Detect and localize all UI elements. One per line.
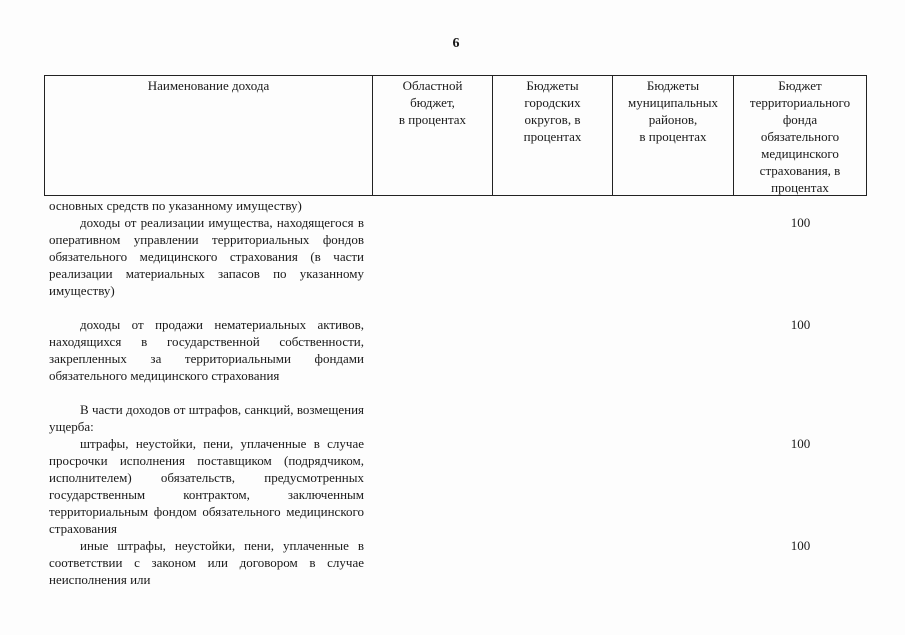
header-municipal-budgets <box>613 76 734 195</box>
header-line: обязательного <box>760 129 840 144</box>
header-line: страхования, в <box>759 163 841 178</box>
header-line: городских <box>524 95 581 110</box>
header-line: процентах <box>523 129 582 144</box>
header-line: районов, <box>648 112 698 127</box>
header-line: округов, в <box>524 112 581 127</box>
table-header <box>44 75 867 196</box>
header-line: территориального <box>749 95 851 110</box>
header-line: Областной <box>402 78 463 93</box>
income-name: иные штрафы, неустойки, пени, уплаченные в соответствии с законом или договором в случае неисполнения или <box>49 538 364 587</box>
header-line: медицинского <box>761 146 839 161</box>
header-city-budgets <box>493 76 613 195</box>
income-name: основных средств по указанному имуществу) <box>49 198 302 213</box>
table-row <box>49 316 867 401</box>
header-line: в процентах <box>639 129 707 144</box>
header-line: бюджет, <box>410 95 455 110</box>
fund-percent: 100 <box>790 538 811 553</box>
income-name: В части доходов от штрафов, санкций, возмещения ущерба: <box>49 402 364 434</box>
header-line: муниципальных <box>627 95 718 110</box>
fund-percent: 100 <box>790 436 811 451</box>
header-line: Бюджеты <box>646 78 700 93</box>
table-row <box>49 435 867 537</box>
income-name: доходы от реализации имущества, находящегося в оперативном управлении территориальных фондов обязательного медицинского страхования (в части реализации материальных запасов по указанному имуществу) <box>49 215 364 298</box>
table-row <box>49 537 867 588</box>
income-name: штрафы, неустойки, пени, уплаченные в случае просрочки исполнения поставщиком (подрядчиком, исполнителем) обязательств, предусмотренных государственным контрактом, заключенным территориальным фондом обязательного медицинского страхования <box>49 436 364 536</box>
header-income-name <box>45 76 373 195</box>
income-name: доходы от продажи нематериальных активов, находящихся в государственной собственности, закрепленных за территориальными фондами обязательного медицинского страхования <box>49 317 364 383</box>
fund-percent: 100 <box>790 317 811 332</box>
header-line: Бюджеты <box>526 78 579 93</box>
header-income-name-text: Наименование дохода <box>147 78 270 93</box>
header-line: Бюджет <box>778 78 822 93</box>
header-regional-budget <box>373 76 493 195</box>
page-number: 6 <box>452 36 460 51</box>
table-row <box>49 401 867 435</box>
header-line: в процентах <box>398 112 467 127</box>
header-insurance-fund-budget <box>734 76 866 195</box>
fund-percent: 100 <box>790 215 811 230</box>
table-row <box>49 197 867 214</box>
table-body <box>49 197 867 588</box>
table-row <box>49 214 867 316</box>
header-line: процентах <box>771 180 829 195</box>
header-line: фонда <box>782 112 818 127</box>
